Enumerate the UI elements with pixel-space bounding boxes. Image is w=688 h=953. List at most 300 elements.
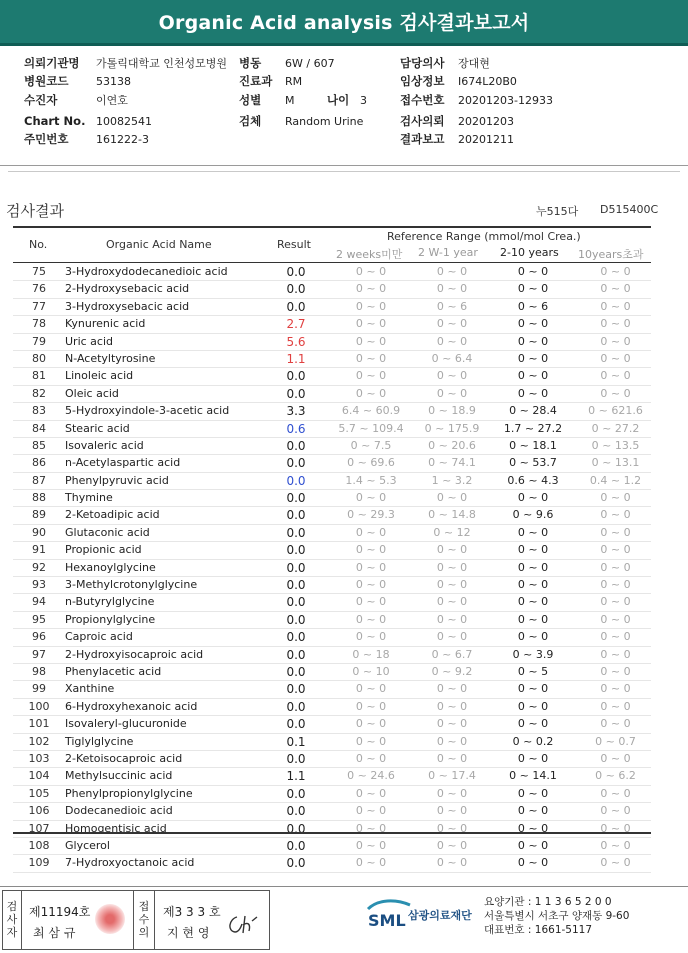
row-number: 88 — [32, 491, 46, 505]
acid-name: 7-Hydroxyoctanoic acid — [65, 856, 195, 870]
col-header-reference: Reference Range (mmol/mol Crea.) — [387, 230, 581, 243]
tester-name: 최 삼 규 — [33, 926, 76, 940]
table-row — [13, 577, 651, 594]
ref-col-header: 2 weeks미만 — [336, 248, 403, 261]
table-row — [13, 838, 651, 855]
approver-vertical-label: 접수의 — [138, 900, 150, 939]
col-header-no: No. — [29, 238, 48, 251]
ref-range-2-10y: 0 ~ 14.1 — [509, 769, 557, 783]
acid-name: Oleic acid — [65, 386, 119, 400]
acid-name: Methylsuccinic acid — [65, 769, 173, 783]
acid-name: Glycerol — [65, 838, 110, 852]
signature-icon — [225, 913, 259, 937]
ref-range-under-2w: 0 ~ 0 — [355, 351, 387, 365]
row-number: 79 — [32, 334, 46, 348]
ref-range-under-2w: 0 ~ 0 — [355, 821, 387, 835]
ref-col-header: 2-10 years — [500, 246, 559, 259]
ref-range-2-10y: 0 ~ 0 — [517, 838, 549, 852]
ref-range-2w-1y: 0 ~ 6 — [436, 299, 468, 313]
info-label: Chart No. — [24, 114, 86, 128]
result-value: 0.0 — [286, 508, 306, 523]
ref-range-over-10y: 0 ~ 0 — [600, 560, 631, 574]
ref-range-2-10y: 0 ~ 9.6 — [512, 508, 554, 522]
ref-range-under-2w: 5.7 ~ 109.4 — [338, 421, 404, 435]
ref-range-under-2w: 0 ~ 24.6 — [347, 769, 395, 783]
info-row — [239, 113, 261, 129]
org-name: 삼광의료재단 — [408, 909, 472, 922]
info-row — [400, 55, 444, 71]
table-row — [13, 438, 651, 455]
ref-range-2w-1y: 0 ~ 0 — [436, 682, 468, 696]
ref-range-under-2w: 0 ~ 0 — [355, 699, 387, 713]
result-value: 2.7 — [286, 317, 306, 332]
table-row — [13, 490, 651, 507]
ref-range-2-10y: 0 ~ 18.1 — [509, 438, 557, 452]
row-number: 80 — [32, 351, 46, 365]
section-title: 검사결과 — [6, 202, 64, 220]
ref-range-over-10y: 0.4 ~ 1.2 — [589, 473, 642, 487]
ref-range-under-2w: 0 ~ 10 — [352, 664, 390, 678]
acid-name: Phenylpropionylglycine — [65, 786, 193, 800]
org-address — [484, 895, 629, 937]
ref-range-2-10y: 0 ~ 0 — [517, 751, 549, 765]
ref-range-under-2w: 0 ~ 0 — [355, 334, 387, 348]
age-value: 3 — [360, 94, 367, 107]
ref-range-2w-1y: 0 ~ 14.8 — [428, 508, 476, 522]
info-row — [96, 73, 131, 89]
ref-range-2w-1y: 0 ~ 0 — [436, 734, 468, 748]
acid-name: 2-Hydroxysebacic acid — [65, 282, 190, 296]
acid-name: Kynurenic acid — [65, 317, 146, 331]
info-label: 진료과 — [239, 74, 273, 88]
org-code: 요양기관 : 1 1 3 6 5 2 0 0 — [484, 896, 612, 908]
ref-range-under-2w: 0 ~ 0 — [355, 265, 387, 278]
info-value: 20201203 — [458, 115, 514, 128]
row-number: 77 — [32, 299, 46, 313]
report-footer — [0, 886, 688, 953]
info-value: 장대현 — [458, 57, 490, 70]
age-label: 나이 — [327, 93, 350, 107]
table-row — [13, 473, 651, 490]
divider — [133, 891, 134, 949]
row-number: 87 — [32, 473, 46, 487]
ref-range-2-10y: 0 ~ 0 — [517, 595, 549, 609]
row-number: 78 — [32, 317, 46, 331]
acid-name: 3-Hydroxydodecanedioic acid — [65, 265, 228, 278]
row-number: 97 — [32, 647, 46, 661]
row-number: 91 — [32, 543, 46, 557]
info-row — [96, 131, 149, 147]
ref-range-2-10y: 0 ~ 0 — [517, 699, 549, 713]
info-value: RM — [285, 75, 303, 88]
ref-range-2w-1y: 0 ~ 0 — [436, 717, 468, 731]
ref-range-2w-1y: 0 ~ 0 — [436, 786, 468, 800]
result-value: 0.0 — [286, 804, 306, 819]
table-row — [13, 368, 651, 385]
row-number: 104 — [28, 769, 50, 783]
ref-range-2w-1y: 0 ~ 0 — [436, 751, 468, 765]
sml-logo-icon — [366, 895, 412, 931]
info-label: 성별 — [239, 93, 262, 107]
info-row — [239, 55, 261, 71]
ref-range-under-2w: 0 ~ 0 — [355, 804, 387, 818]
info-label: 주민번호 — [24, 132, 69, 146]
result-value: 0.0 — [286, 386, 306, 401]
ref-range-over-10y: 0 ~ 0 — [600, 595, 631, 609]
info-row — [458, 131, 514, 147]
ref-range-2-10y: 0 ~ 0 — [517, 351, 549, 365]
ref-range-2w-1y: 0 ~ 0 — [436, 821, 468, 835]
table-header-rule — [13, 262, 651, 263]
result-value: 0.0 — [286, 821, 306, 836]
ref-range-over-10y: 0 ~ 0.7 — [595, 734, 636, 748]
ref-range-over-10y: 0 ~ 0 — [600, 612, 631, 626]
ref-range-under-2w: 0 ~ 0 — [355, 317, 387, 331]
acid-name: 6-Hydroxyhexanoic acid — [65, 699, 198, 713]
info-row — [458, 113, 514, 129]
acid-name: Uric acid — [65, 334, 114, 348]
acid-name: N-Acetyltyrosine — [65, 351, 156, 365]
ref-range-2-10y: 0 ~ 0 — [517, 334, 549, 348]
table-row — [13, 351, 651, 368]
ref-range-2-10y: 0 ~ 0 — [517, 560, 549, 574]
report-title-bar — [0, 0, 688, 46]
ref-range-over-10y: 0 ~ 0 — [600, 334, 631, 348]
row-number: 92 — [32, 560, 46, 574]
ref-range-under-2w: 0 ~ 0 — [355, 369, 387, 383]
acid-name: 3-Methylcrotonylglycine — [65, 578, 198, 592]
ref-range-2w-1y: 0 ~ 9.2 — [431, 664, 473, 678]
ref-range-over-10y: 0 ~ 0 — [600, 751, 631, 765]
ref-range-2-10y: 0 ~ 28.4 — [509, 404, 557, 418]
result-value: 0.0 — [286, 751, 306, 766]
info-row — [458, 55, 490, 71]
row-number: 85 — [32, 438, 46, 452]
table-row — [13, 560, 651, 577]
ref-range-2-10y: 0 ~ 0 — [517, 525, 549, 539]
table-row — [13, 612, 651, 629]
table-row — [13, 821, 651, 838]
row-number: 90 — [32, 525, 46, 539]
ref-range-over-10y: 0 ~ 0 — [600, 299, 631, 313]
ref-range-over-10y: 0 ~ 0 — [600, 491, 631, 505]
acid-name: Xanthine — [65, 682, 115, 696]
result-value: 3.3 — [286, 404, 306, 419]
result-value: 0.0 — [286, 612, 306, 627]
ref-range-2w-1y: 0 ~ 6.4 — [431, 351, 473, 365]
ref-range-over-10y: 0 ~ 0 — [600, 699, 631, 713]
acid-name: 5-Hydroxyindole-3-acetic acid — [65, 404, 230, 418]
result-value: 0.0 — [286, 786, 306, 801]
tester-vertical-label: 검사자 — [6, 900, 18, 939]
acid-name: Homogentisic acid — [65, 821, 167, 835]
acid-name: n-Butyrylglycine — [65, 595, 155, 609]
ref-range-2w-1y: 0 ~ 0 — [436, 578, 468, 592]
approver-license: 제3 3 3 호 — [163, 905, 221, 919]
acid-name: Caproic acid — [65, 630, 133, 644]
acid-name: 2-Ketoadipic acid — [65, 508, 160, 522]
info-value: 161222-3 — [96, 133, 149, 146]
info-label: 담당의사 — [400, 56, 445, 70]
info-row — [400, 92, 444, 108]
table-row — [13, 264, 651, 281]
info-row — [239, 92, 261, 108]
row-number: 102 — [28, 734, 50, 748]
ref-range-under-2w: 0 ~ 0 — [355, 595, 387, 609]
logo-text: SML — [368, 911, 406, 930]
info-row — [458, 73, 517, 89]
ref-range-under-2w: 0 ~ 0 — [355, 717, 387, 731]
table-row — [13, 647, 651, 664]
table-row — [13, 334, 651, 351]
divider — [21, 891, 22, 949]
info-label: 병동 — [239, 56, 262, 70]
info-row — [96, 92, 128, 108]
info-label: 병원코드 — [24, 74, 69, 88]
result-value: 0.0 — [286, 265, 306, 279]
info-label: 검체 — [239, 114, 262, 128]
result-value: 1.1 — [286, 769, 306, 784]
info-row — [239, 73, 272, 89]
table-bottom-rule — [13, 832, 651, 834]
tester-license: 제11194호 — [29, 905, 91, 919]
table-row — [13, 525, 651, 542]
acid-name: Propionic acid — [65, 543, 142, 557]
table-row — [13, 629, 651, 646]
ref-range-2-10y: 1.7 ~ 27.2 — [503, 421, 563, 435]
result-value: 0.0 — [286, 682, 306, 697]
ref-range-2w-1y: 0 ~ 0 — [436, 699, 468, 713]
info-value: M — [285, 94, 295, 107]
ref-range-under-2w: 0 ~ 0 — [355, 786, 387, 800]
acid-name: Isovaleryl-glucuronide — [65, 717, 187, 731]
info-value: 20201211 — [458, 133, 514, 146]
result-value: 0.0 — [286, 525, 306, 540]
info-value: Random Urine — [285, 115, 364, 128]
row-number: 96 — [32, 630, 46, 644]
result-value: 0.0 — [286, 438, 306, 453]
divider — [8, 171, 680, 172]
ref-range-over-10y: 0 ~ 0 — [600, 525, 631, 539]
ref-range-2-10y: 0 ~ 0 — [517, 386, 549, 400]
ref-range-over-10y: 0 ~ 6.2 — [595, 769, 636, 783]
row-number: 83 — [32, 404, 46, 418]
row-number: 93 — [32, 578, 46, 592]
acid-name: 2-Ketoisocaproic acid — [65, 751, 183, 765]
acid-name: Isovaleric acid — [65, 438, 144, 452]
ref-range-2-10y: 0 ~ 0 — [517, 630, 549, 644]
ref-range-over-10y: 0 ~ 0 — [600, 717, 631, 731]
info-value: 가톨릭대학교 인천성모병원 — [96, 57, 228, 70]
info-value: 53138 — [96, 75, 131, 88]
ref-range-under-2w: 0 ~ 0 — [355, 682, 387, 696]
ref-range-2w-1y: 0 ~ 0 — [436, 595, 468, 609]
ref-range-2-10y: 0.6 ~ 4.3 — [507, 473, 559, 487]
info-value: 6W / 607 — [285, 57, 335, 70]
row-number: 81 — [32, 369, 46, 383]
ref-range-under-2w: 0 ~ 0 — [355, 560, 387, 574]
result-value: 0.0 — [286, 699, 306, 714]
table-row — [13, 768, 651, 785]
info-row — [285, 55, 335, 71]
info-row — [24, 73, 68, 89]
info-value: 20201203-12933 — [458, 94, 553, 107]
ref-range-over-10y: 0 ~ 0 — [600, 647, 631, 661]
ref-range-over-10y: 0 ~ 0 — [600, 838, 631, 852]
ref-range-2-10y: 0 ~ 5 — [517, 664, 549, 678]
acid-name: Tiglylglycine — [65, 734, 134, 748]
acid-name: Stearic acid — [65, 421, 130, 435]
result-value: 0.0 — [286, 595, 306, 610]
ref-range-2-10y: 0 ~ 0 — [517, 578, 549, 592]
table-row — [13, 421, 651, 438]
ref-range-under-2w: 0 ~ 0 — [355, 838, 387, 852]
acid-name: n-Acetylaspartic acid — [65, 456, 181, 470]
info-row — [285, 73, 302, 89]
ref-range-2w-1y: 0 ~ 0 — [436, 804, 468, 818]
result-value: 0.0 — [286, 647, 306, 662]
info-row — [285, 92, 295, 108]
col-header-name: Organic Acid Name — [106, 238, 212, 251]
ref-range-under-2w: 0 ~ 29.3 — [347, 508, 395, 522]
ref-range-over-10y: 0 ~ 0 — [600, 630, 631, 644]
row-number: 86 — [32, 456, 46, 470]
acid-name: 2-Hydroxyisocaproic acid — [65, 647, 204, 661]
ref-range-2w-1y: 0 ~ 74.1 — [428, 456, 476, 470]
table-row — [13, 403, 651, 420]
ref-range-2w-1y: 0 ~ 0 — [436, 612, 468, 626]
table-row — [13, 734, 651, 751]
info-row — [285, 113, 363, 129]
row-number: 95 — [32, 612, 46, 626]
ref-range-2-10y: 0 ~ 0 — [517, 369, 549, 383]
ref-range-2w-1y: 0 ~ 0 — [436, 543, 468, 557]
ref-range-2-10y: 0 ~ 0 — [517, 856, 549, 870]
result-value: 0.6 — [286, 421, 306, 436]
ref-range-2-10y: 0 ~ 0 — [517, 717, 549, 731]
info-label: 결과보고 — [400, 132, 445, 146]
table-row — [13, 455, 651, 472]
acid-name: Glutaconic acid — [65, 525, 150, 539]
ref-range-over-10y: 0 ~ 0 — [600, 786, 631, 800]
table-row — [13, 281, 651, 298]
ref-range-2-10y: 0 ~ 0.2 — [512, 734, 554, 748]
signature-box — [2, 890, 270, 950]
result-value: 0.1 — [286, 734, 306, 749]
info-row — [400, 113, 444, 129]
table-row — [13, 316, 651, 333]
ref-range-over-10y: 0 ~ 0 — [600, 351, 631, 365]
table-row — [13, 386, 651, 403]
ref-range-2w-1y: 0 ~ 0 — [436, 491, 468, 505]
ref-range-over-10y: 0 ~ 0 — [600, 578, 631, 592]
ref-range-under-2w: 0 ~ 0 — [355, 543, 387, 557]
table-row — [13, 716, 651, 733]
ref-range-under-2w: 0 ~ 0 — [355, 751, 387, 765]
info-row — [360, 92, 367, 108]
ref-range-2w-1y: 0 ~ 0 — [436, 317, 468, 331]
ref-range-2-10y: 0 ~ 0 — [517, 282, 549, 296]
ref-range-over-10y: 0 ~ 27.2 — [591, 421, 640, 435]
row-number: 89 — [32, 508, 46, 522]
org-phone: 대표번호 : 1661-5117 — [484, 924, 593, 936]
ref-range-over-10y: 0 ~ 0 — [600, 508, 631, 522]
ref-range-2-10y: 0 ~ 0 — [517, 543, 549, 557]
ref-range-under-2w: 0 ~ 0 — [355, 612, 387, 626]
result-value: 0.0 — [286, 578, 306, 593]
ref-range-over-10y: 0 ~ 0 — [600, 386, 631, 400]
section-code: D515400C — [600, 203, 659, 216]
table-row — [13, 594, 651, 611]
ref-range-under-2w: 6.4 ~ 60.9 — [341, 404, 401, 418]
acid-name: Linoleic acid — [65, 369, 134, 383]
ref-range-2w-1y: 0 ~ 0 — [436, 838, 468, 852]
table-row — [13, 299, 651, 316]
ref-col-header: 2 W-1 year — [418, 246, 478, 259]
ref-range-2w-1y: 0 ~ 0 — [436, 560, 468, 574]
row-number: 98 — [32, 664, 46, 678]
ref-range-2w-1y: 0 ~ 0 — [436, 856, 468, 870]
info-row — [24, 55, 80, 71]
result-value: 0.0 — [286, 491, 306, 506]
info-row — [400, 73, 444, 89]
result-value: 0.0 — [286, 299, 306, 314]
row-number: 107 — [28, 821, 50, 835]
ref-range-2-10y: 0 ~ 0 — [517, 265, 549, 278]
row-number: 100 — [28, 699, 50, 713]
table-row — [13, 664, 651, 681]
ref-range-2w-1y: 0 ~ 175.9 — [424, 421, 480, 435]
ref-range-over-10y: 0 ~ 0 — [600, 856, 631, 870]
info-row — [24, 131, 68, 147]
row-number: 105 — [28, 786, 50, 800]
info-value: 10082541 — [96, 115, 152, 128]
info-row — [458, 92, 553, 108]
info-row — [24, 92, 57, 108]
result-value: 0.0 — [286, 717, 306, 732]
table-row — [13, 681, 651, 698]
acid-name: Hexanoylglycine — [65, 560, 156, 574]
ref-range-2-10y: 0 ~ 0 — [517, 786, 549, 800]
acid-name: Phenylpyruvic acid — [65, 473, 169, 487]
ref-range-2-10y: 0 ~ 53.7 — [509, 456, 557, 470]
result-value: 0.0 — [286, 838, 306, 853]
org-street: 서울특별시 서초구 양재동 9-60 — [484, 910, 630, 922]
row-number: 101 — [28, 717, 50, 731]
ref-range-over-10y: 0 ~ 13.1 — [591, 456, 640, 470]
row-number: 76 — [32, 282, 46, 296]
ref-range-2-10y: 0 ~ 0 — [517, 682, 549, 696]
ref-range-over-10y: 0 ~ 0 — [600, 265, 631, 278]
ref-range-over-10y: 0 ~ 0 — [600, 682, 631, 696]
divider — [0, 165, 688, 166]
ref-range-under-2w: 0 ~ 0 — [355, 282, 387, 296]
ref-range-2w-1y: 0 ~ 0 — [436, 369, 468, 383]
ref-range-2w-1y: 0 ~ 20.6 — [428, 438, 476, 452]
acid-name: Propionylglycine — [65, 612, 156, 626]
info-label: 임상정보 — [400, 74, 445, 88]
row-number: 84 — [32, 421, 46, 435]
ref-range-2w-1y: 0 ~ 0 — [436, 334, 468, 348]
table-row — [13, 855, 651, 872]
result-value: 0.0 — [286, 473, 306, 488]
section-code: 누515다 — [536, 205, 579, 218]
ref-range-over-10y: 0 ~ 0 — [600, 804, 631, 818]
ref-range-over-10y: 0 ~ 0 — [600, 282, 631, 296]
info-value: I674L20B0 — [458, 75, 517, 88]
ref-range-over-10y: 0 ~ 13.5 — [591, 438, 640, 452]
ref-range-under-2w: 0 ~ 69.6 — [347, 456, 395, 470]
